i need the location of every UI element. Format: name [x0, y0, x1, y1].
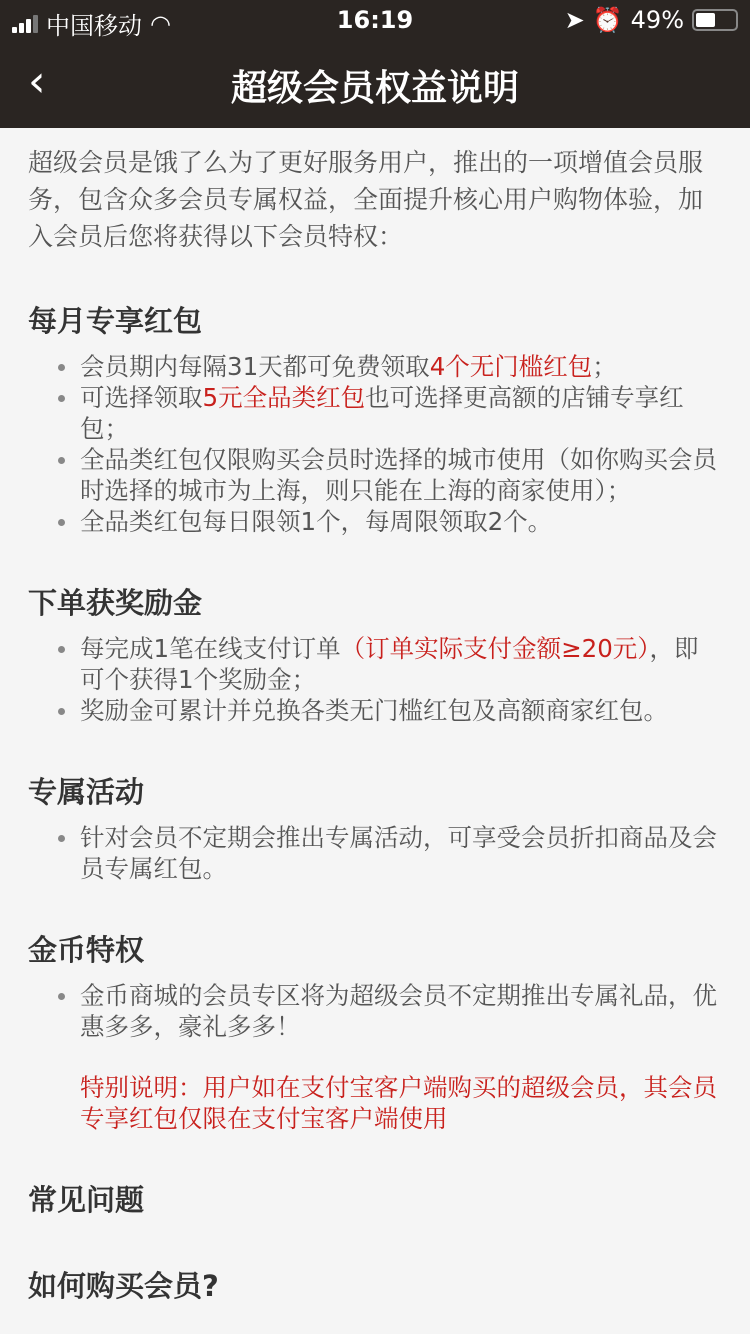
text: 针对会员不定期会推出专属活动，可享受会员折扣商品及会员专属红包。: [80, 823, 717, 883]
section: [28, 1266, 722, 1306]
list-item: [80, 633, 722, 695]
back-button[interactable]: ‹: [28, 56, 46, 107]
section-title: 如何购买会员?: [28, 1269, 219, 1303]
carrier: 中国移动: [46, 12, 142, 40]
nav-bar: [0, 40, 750, 128]
text: 全品类红包每日限领1个，每周限领取2个。: [80, 507, 553, 536]
time: 16:19: [336, 6, 414, 34]
list-item: [80, 980, 722, 1042]
text: ；: [592, 352, 617, 381]
bullet-list: [28, 980, 722, 1042]
bullet-list: [28, 633, 722, 726]
battery-icon: [692, 9, 738, 31]
text: 会员期内每隔31天都可免费领取: [80, 352, 430, 381]
list-item: [80, 382, 722, 444]
section: [28, 583, 722, 726]
highlight-text: 5元全品类红包: [202, 383, 366, 412]
text: 金币商城的会员专区将为超级会员不定期推出专属礼品，优惠多多，豪礼多多！: [80, 981, 717, 1041]
special-note: 特别说明：用户如在支付宝客户端购买的超级会员，其会员专享红包仅限在支付宝客户端使用: [80, 1073, 717, 1133]
text: 可选择领取: [80, 383, 203, 412]
highlight-text: 4个无门槛红包: [429, 352, 593, 381]
list-item: [80, 506, 722, 537]
section: [28, 930, 722, 1134]
battery-percent: 49%: [630, 6, 684, 34]
section-title: 常见问题: [28, 1183, 145, 1217]
section-title: 金币特权: [28, 933, 145, 967]
section: [28, 1180, 722, 1220]
alarm-icon: ⏰: [592, 6, 623, 34]
section-title: 专属活动: [28, 775, 145, 809]
list-item: [80, 822, 722, 884]
text: 也可选择更高额的店铺专享红包；: [80, 383, 684, 443]
section-title: 下单获奖励金: [28, 586, 203, 620]
wifi-icon: ︎◠: [150, 9, 171, 38]
section-title: 每月专享红包: [28, 304, 203, 338]
list-item: [80, 695, 722, 726]
location-icon: ➤: [564, 6, 585, 34]
page-title: 超级会员权益说明: [230, 68, 519, 109]
status-bar: [0, 0, 750, 40]
section: [28, 301, 722, 537]
bullet-list: [28, 351, 722, 537]
text: 全品类红包仅限购买会员时选择的城市使用（如你购买会员时选择的城市为上海，则只能在上海的商家使用）；: [80, 445, 717, 505]
section: [28, 772, 722, 884]
intro-text: 超级会员是饿了么为了更好服务用户，推出的一项增值会员服务，包含众多会员专属权益，全面提升核心用户购物体验，加入会员后您将获得以下会员特权：: [28, 148, 704, 251]
highlight-text: （订单实际支付金额≥20元）: [340, 634, 650, 663]
list-item: [80, 351, 722, 382]
text: ，即可个获得1个奖励金；: [80, 634, 699, 694]
text: 奖励金可累计并兑换各类无门槛红包及高额商家红包。: [80, 696, 668, 725]
list-item: [80, 444, 722, 506]
content: [0, 128, 750, 1306]
text: 每完成1笔在线支付订单: [80, 634, 341, 663]
bullet-list: [28, 822, 722, 884]
